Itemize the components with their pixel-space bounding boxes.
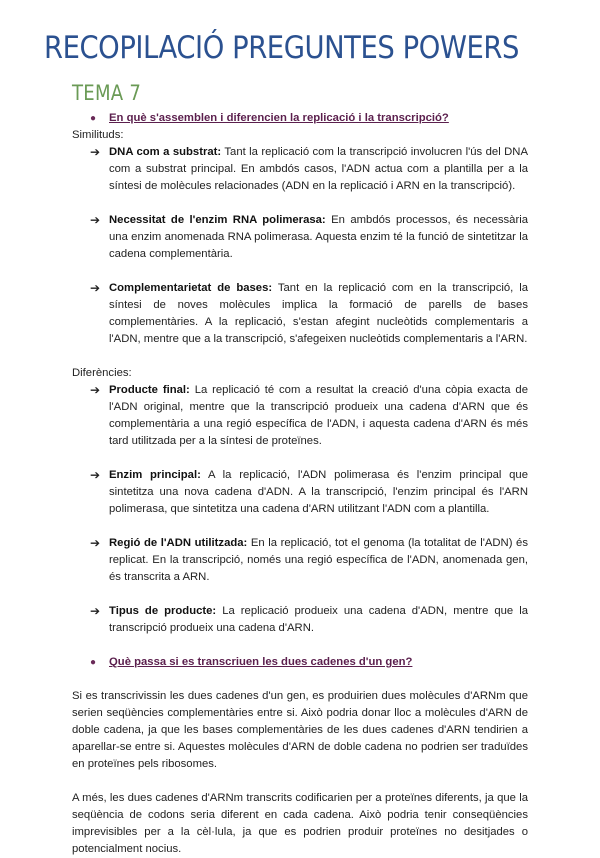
difference-item <box>72 603 528 637</box>
difference-item <box>72 382 528 450</box>
item-term: Producte final: <box>109 384 190 396</box>
item-term: Necessitat de l'enzim RNA polimerasa: <box>109 214 326 226</box>
similarity-item <box>72 212 528 263</box>
similarity-item <box>72 144 528 195</box>
item-text: La replicació té com a resultat la creació d'una còpia exacta de l'ADN original, mentre que la transcripció produeix una cadena d'ARN que és complementària a una regió específica de l'ADN, i aquesta cadena d'ARN és més tard utilitzada per a la síntesi de proteïnes. <box>109 384 528 447</box>
bullet-icon: ● <box>90 113 97 124</box>
item-term: DNA com a substrat: <box>109 146 222 158</box>
arrow-icon: ➔ <box>90 468 101 482</box>
difference-item <box>72 467 528 518</box>
document-title: RECOPILACIÓ PREGUNTES POWERS <box>44 30 519 66</box>
item-term: Enzim principal: <box>109 469 201 481</box>
arrow-icon: ➔ <box>90 281 101 295</box>
document-body <box>72 110 528 858</box>
item-term: Regió de l'ADN utilitzada: <box>109 537 248 549</box>
arrow-icon: ➔ <box>90 145 101 159</box>
item-text: En ambdós processos, és necessària una enzim anomenada RNA polimerasa. Aquesta enzim té la funció de sintetitzar la cadena complementària. <box>109 214 528 260</box>
item-text: Tant la replicació com la transcripció involucren l'ús del DNA com a substrat principal. En ambdós casos, l'ADN actua com a plantilla per a la síntesi de molècules relacionades (ADN en la replicació i ARN en la transcripció). <box>109 146 528 192</box>
arrow-icon: ➔ <box>90 536 101 550</box>
bullet-icon: ● <box>90 657 97 668</box>
differences-label: Diferències: <box>72 367 132 379</box>
question-2-text: Què passa si es transcriuen les dues cadenes d'un gen? <box>109 656 413 668</box>
item-term: Complementarietat de bases: <box>109 282 273 294</box>
similarities-label: Similituds: <box>72 129 124 141</box>
section-heading: TEMA 7 <box>72 81 142 105</box>
answer-paragraph: A més, les dues cadenes d'ARNm transcrits codificarien per a proteïnes diferents, ja que la seqüència de codons seria diferent en cada cadena. Això podria tenir conseqüències imprevisibles per a la cèl·lula, ja que es podrien produir proteïnes no desitjades o potencialment nocius. <box>72 792 528 855</box>
item-text: A la replicació, l'ADN polimerasa és l'enzim principal que sintetitza una nova cadena d'ADN. A la transcripció, l'enzim principal és l'ARN polimerasa, que sintetitza una cadena d'ARN utilitzant l'ADN com a plantilla. <box>109 469 528 515</box>
similarity-item <box>72 280 528 348</box>
arrow-icon: ➔ <box>90 213 101 227</box>
question-2 <box>72 654 528 671</box>
question-1-text: En què s'assemblen i diferencien la replicació i la transcripció? <box>109 112 449 124</box>
arrow-icon: ➔ <box>90 383 101 397</box>
item-term: Tipus de producte: <box>109 605 217 617</box>
question-1 <box>72 110 528 127</box>
difference-item <box>72 535 528 586</box>
item-text: Tant en la replicació com en la transcripció, la síntesi de noves molècules implica la formació de parells de bases complementàries. A la replicació, s'estan afegint nucleòtids complementaris a l'ADN, mentre que a la transcripció, s'afegeixen nucleòtids complementaris a l'ARN. <box>109 282 528 345</box>
item-text: En la replicació, tot el genoma (la totalitat de l'ADN) és replicat. En la transcripció, només una regió específica de l'ADN, anomenada gen, és transcrita a ARN. <box>109 537 528 583</box>
arrow-icon: ➔ <box>90 604 101 618</box>
item-text: La replicació produeix una cadena d'ADN, mentre que la transcripció produeix una cadena d'ARN. <box>109 605 528 634</box>
answer-paragraph: Si es transcrivissin les dues cadenes d'un gen, es produirien dues molècules d'ARNm que serien seqüències complementàries entre si. Això podria donar lloc a molècules d'ARN de doble cadena, ja que les bases complementàries de les dues cadenes d'ARN tendirien a aparellar-se entre si. Aquestes molècules d'ARN de doble cadena no podrien ser traduïdes en proteïnes pels ribosomes. <box>72 690 528 770</box>
